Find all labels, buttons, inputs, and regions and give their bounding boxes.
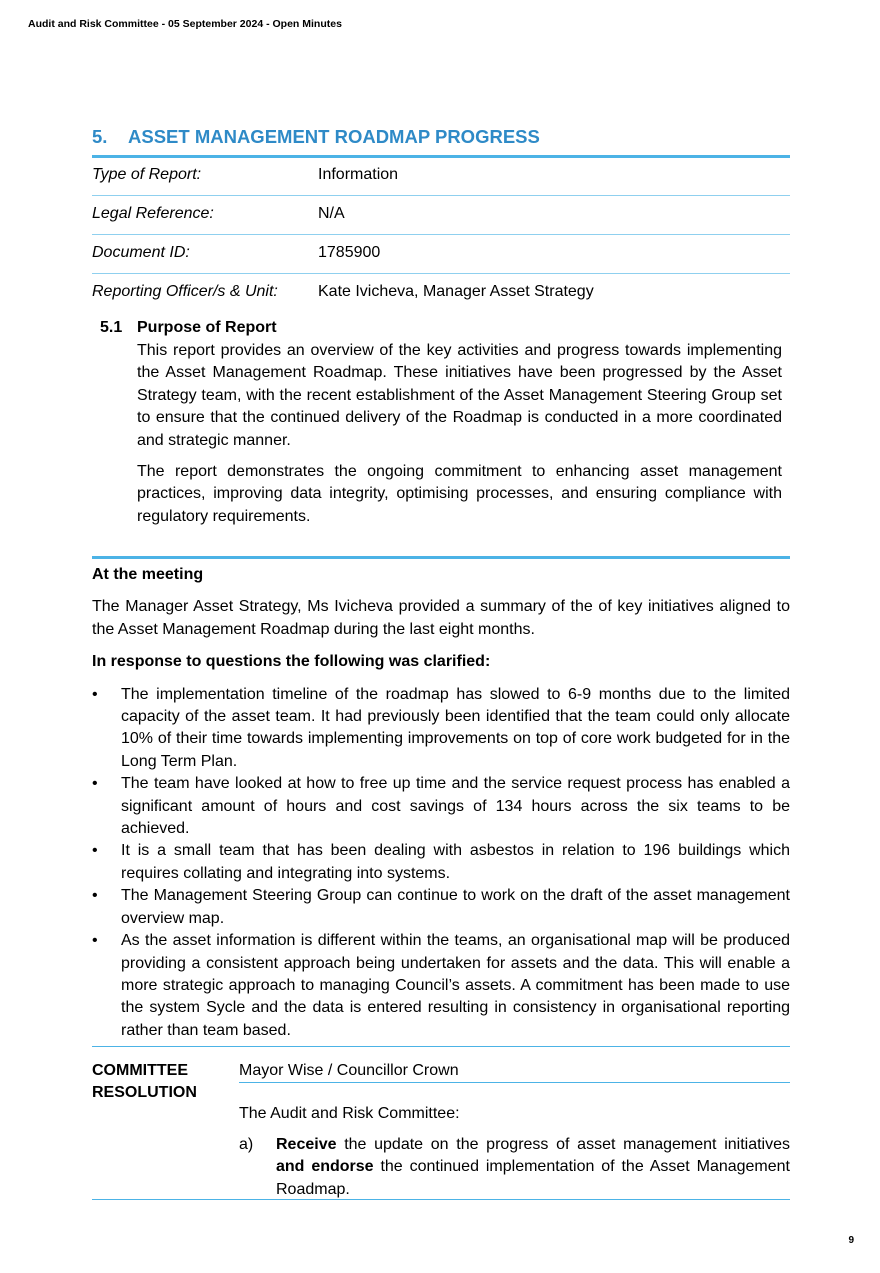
bullet-icon: • [92,842,98,860]
meta-label: Document ID: [92,244,190,261]
purpose-paragraph: The report demonstrates the ongoing commitment to enhancing asset management practices, improving data integrity, optimising processes, and ensuring compliance with regulatory requirements. [137,463,782,525]
questions-heading: In response to questions the following was clarified: [92,653,491,671]
section-title [92,126,790,158]
page-number: 9 [848,1235,854,1246]
bullet-icon: • [92,775,98,793]
resolution-movers: Mayor Wise / Councillor Crown [239,1060,790,1083]
meta-row-legal [92,196,790,235]
list-item [92,773,790,840]
meeting-section [92,564,790,1042]
purpose-heading [100,319,782,337]
list-item [92,930,790,1042]
meta-value: 1785900 [318,244,381,261]
meta-value: Kate Ivicheva, Manager Asset Strategy [318,283,594,300]
meeting-summary: The Manager Asset Strategy, Ms Ivicheva provided a summary of the of key initiatives aligned to the Asset Management Roadmap during the last eight months. [92,598,790,638]
meta-label: Legal Reference: [92,205,214,222]
meta-row-type [92,157,790,196]
meta-label: Reporting Officer/s & Unit: [92,283,278,300]
list-item-text: It is a small team that has been dealing with asbestos in relation to 196 buildings which requires collating and integrating into systems. [121,842,790,882]
section-divider [92,556,790,559]
meeting-heading: At the meeting [92,566,204,583]
resolution-item [239,1134,790,1201]
resolution-bold: Receive [276,1135,337,1153]
bullet-icon: • [92,887,98,905]
resolution-body [239,1060,790,1201]
meta-label: Type of Report: [92,166,202,183]
meta-row-document-id [92,235,790,274]
section-title-text: ASSET MANAGEMENT ROADMAP PROGRESS [128,126,540,147]
resolution-bold: and endorse [276,1158,374,1176]
resolution-label-line: RESOLUTION [92,1084,197,1102]
resolution-top-divider [92,1046,790,1047]
bullet-icon: • [92,685,98,703]
list-item [92,885,790,930]
purpose-number: 5.1 [100,319,123,336]
resolution-text: the update on the progress of asset management initiatives [336,1135,790,1153]
resolution-item-text [276,1134,790,1201]
meta-value: Information [318,166,399,183]
purpose-heading-text: Purpose of Report [137,319,277,336]
resolution-bottom-divider [92,1199,790,1200]
resolution-label [92,1060,197,1105]
resolution-intro: The Audit and Risk Committee: [239,1105,460,1123]
purpose-section [100,319,782,537]
report-metadata-table [92,157,790,313]
page-header: Audit and Risk Committee - 05 September 2024 - Open Minutes [28,18,342,30]
purpose-paragraph: This report provides an overview of the key activities and progress towards implementing the Asset Management Roadmap. These initiatives have been progressed by the Asset Strategy team, with the recent establishment of the Asset Management Steering Group set to ensure that the continued delivery of the Roadmap is conducted in a more coordinated and strategic manner. [137,342,782,449]
bullet-icon: • [92,932,98,950]
resolution-label-line: COMMITTEE [92,1062,188,1079]
meta-row-officer [92,274,790,313]
list-item [92,840,790,885]
section-number: 5. [92,126,108,147]
clarification-list [92,684,790,1043]
list-item-text: The Management Steering Group can continue to work on the draft of the asset management overview map. [121,887,790,927]
list-item-text: As the asset information is different within the teams, an organisational map will be produced providing a consistent approach being undertaken for assets and the data. This will enable a more strategic approach to managing Council’s assets. A commitment has been made to use the system Sycle and the data is entered resulting in consistency in organisational reporting rather than team based. [121,932,790,1039]
list-item [92,684,790,774]
meta-value: N/A [318,205,345,222]
resolution-item-letter: a) [239,1135,254,1153]
resolution-text: the continued implementation of the Asset Management Roadmap. [276,1158,790,1198]
list-item-text: The implementation timeline of the roadmap has slowed to 6-9 months due to the limited capacity of the asset team. It had previously been identified that the team could only allocate 10% of their time towards implementing improvements on top of core work budgeted for in the Long Term Plan. [121,685,790,770]
list-item-text: The team have looked at how to free up time and the service request process has enabled a significant amount of hours and cost savings of 134 hours across the six teams to be achieved. [121,775,790,838]
